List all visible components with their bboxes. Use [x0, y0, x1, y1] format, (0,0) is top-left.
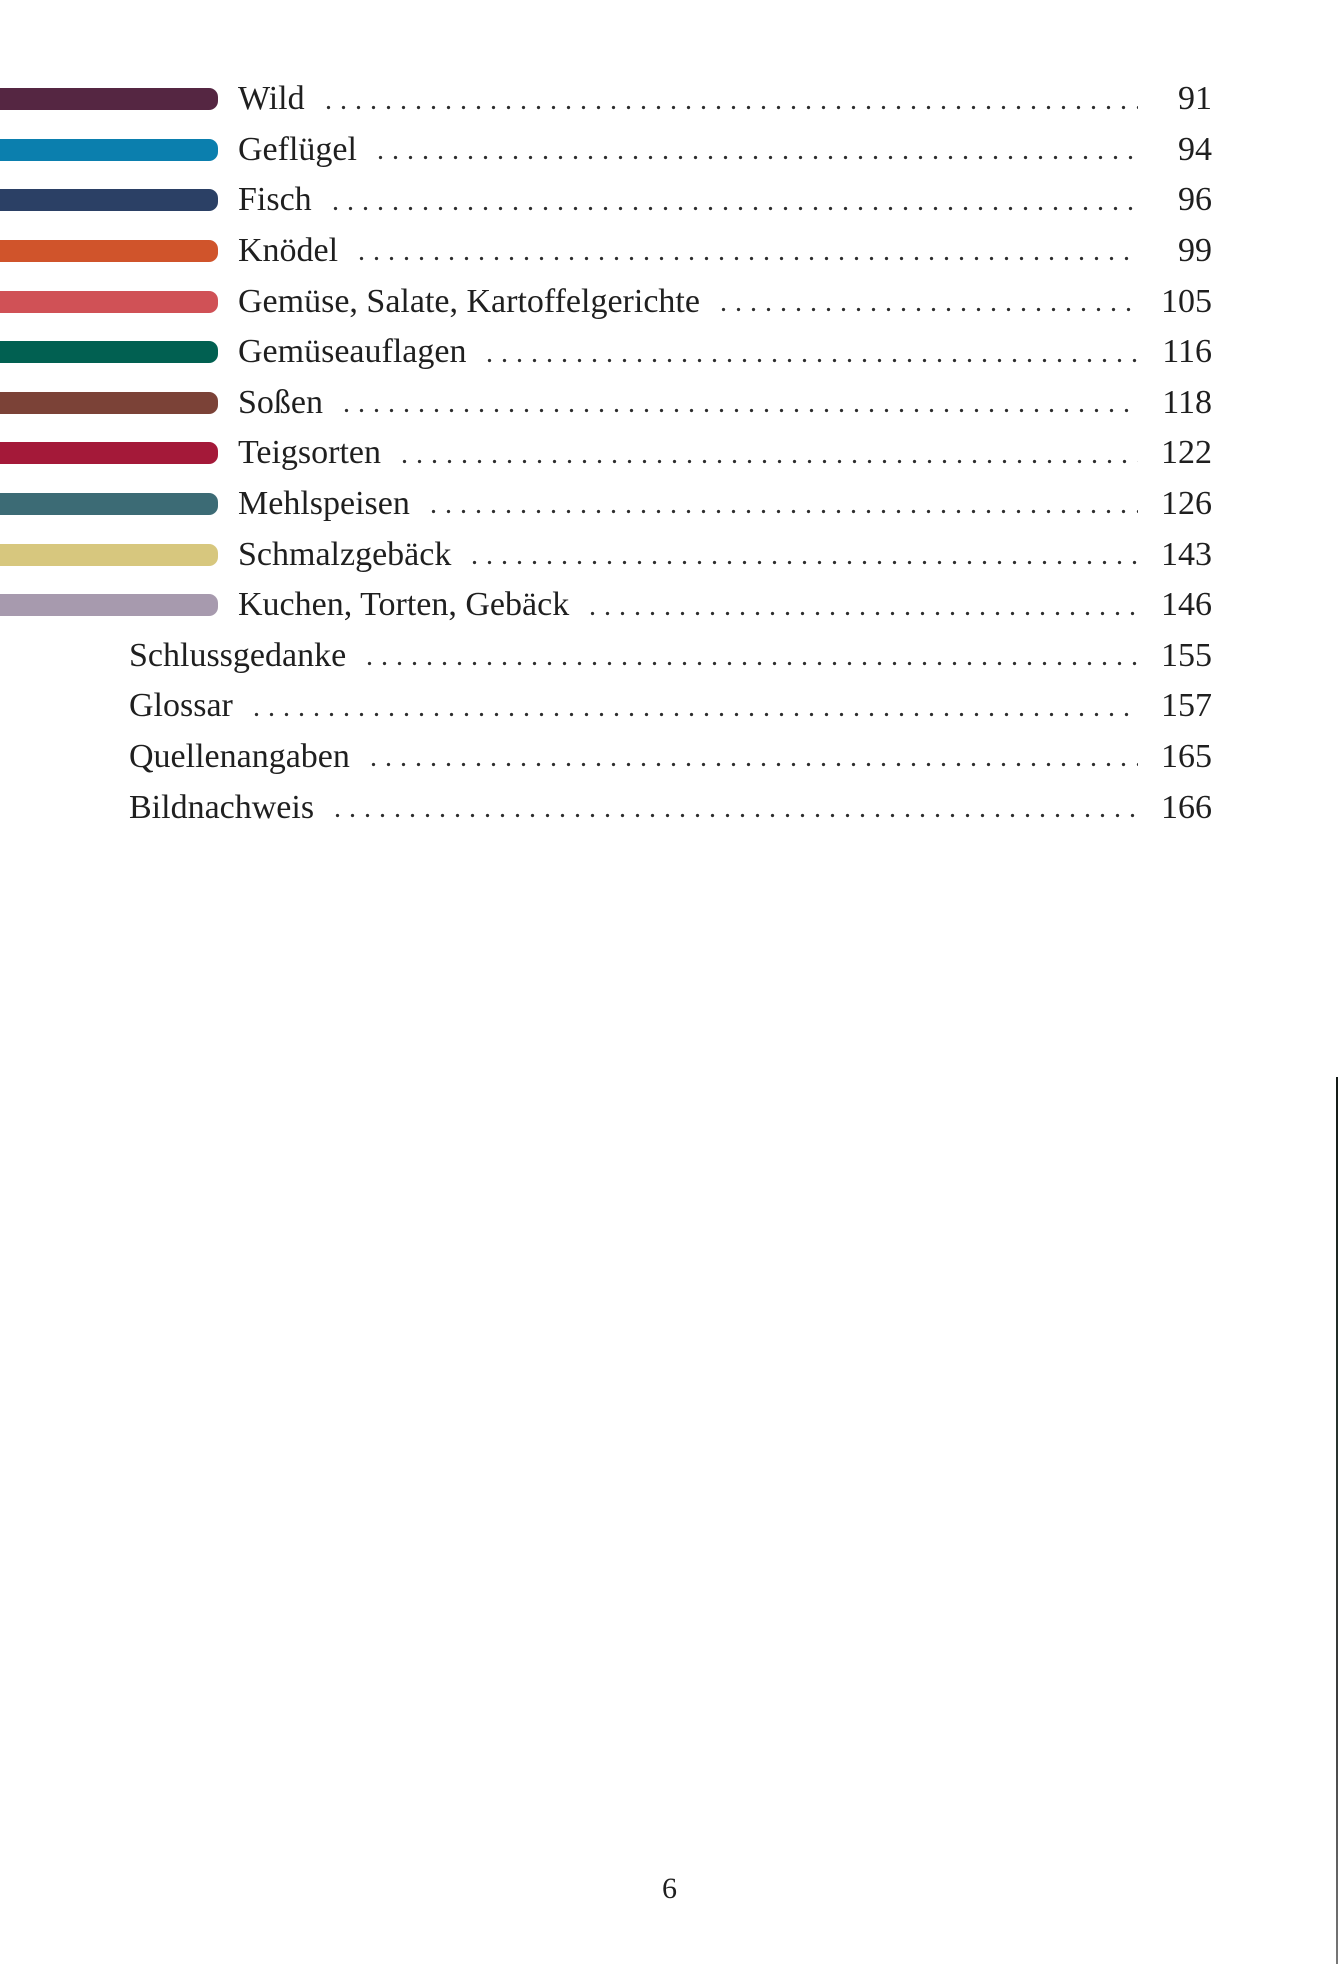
chapter-title: Fisch [238, 181, 312, 219]
chapter-color-bar [0, 88, 218, 110]
toc-row [0, 529, 1339, 580]
chapter-color-bar [0, 442, 218, 464]
toc-row [0, 681, 1339, 732]
dot-leader [585, 580, 1138, 631]
toc-row [0, 125, 1339, 176]
dot-leader [366, 732, 1138, 783]
dot-leader [321, 74, 1138, 125]
chapter-color-bar [0, 139, 218, 161]
chapter-color-bar [0, 392, 218, 414]
footer-page-number: 6 [662, 1872, 677, 1905]
toc-row [0, 732, 1339, 783]
chapter-page-number: 157 [1161, 687, 1212, 725]
chapter-color-bar [0, 240, 218, 262]
chapter-title: Gemüse, Salate, Kartoffelgerichte [238, 282, 700, 320]
chapter-title: Kuchen, Torten, Gebäck [238, 586, 570, 624]
chapter-color-bar [0, 341, 218, 363]
dot-leader [397, 428, 1138, 479]
chapter-title: Geflügel [238, 130, 357, 168]
dot-leader [426, 479, 1138, 530]
dot-leader [362, 631, 1138, 682]
toc-row [0, 782, 1339, 833]
chapter-page-number: 122 [1161, 434, 1212, 472]
chapter-page-number: 146 [1161, 586, 1212, 624]
toc-row [0, 276, 1339, 327]
dot-leader [328, 175, 1138, 226]
chapter-title: Gemüseauflagen [238, 333, 467, 371]
toc-row [0, 580, 1339, 631]
chapter-page-number: 91 [1178, 80, 1212, 118]
toc-row [0, 428, 1339, 479]
toc-row [0, 378, 1339, 429]
chapter-title: Wild [238, 80, 305, 118]
toc-row [0, 479, 1339, 530]
chapter-page-number: 99 [1178, 232, 1212, 270]
dot-leader [330, 782, 1138, 833]
toc-row [0, 74, 1339, 125]
chapter-page-number: 105 [1161, 282, 1212, 320]
chapter-title: Bildnachweis [129, 788, 315, 826]
toc-list [0, 74, 1339, 833]
chapter-page-number: 116 [1162, 333, 1212, 371]
chapter-color-bar [0, 594, 218, 616]
toc-row [0, 631, 1339, 682]
chapter-page-number: 126 [1161, 485, 1212, 523]
chapter-title: Glossar [129, 687, 233, 725]
chapter-title: Mehlspeisen [238, 485, 410, 523]
dot-leader [339, 378, 1138, 429]
dot-leader [249, 681, 1138, 732]
chapter-page-number: 118 [1162, 383, 1212, 421]
chapter-color-bar [0, 291, 218, 313]
chapter-title: Teigsorten [238, 434, 382, 472]
dot-leader [354, 226, 1138, 277]
chapter-page-number: 143 [1161, 535, 1212, 573]
page-edge-line [1336, 1077, 1338, 1964]
dot-leader [482, 327, 1138, 378]
chapter-title: Schmalzgebäck [238, 535, 452, 573]
chapter-title: Knödel [238, 232, 339, 270]
chapter-page-number: 94 [1178, 130, 1212, 168]
dot-leader [467, 529, 1138, 580]
chapter-page-number: 96 [1178, 181, 1212, 219]
dot-leader [373, 125, 1138, 176]
chapter-title: Quellenangaben [129, 738, 350, 776]
chapter-page-number: 166 [1161, 788, 1212, 826]
chapter-page-number: 165 [1161, 738, 1212, 776]
chapter-page-number: 155 [1161, 636, 1212, 674]
chapter-color-bar [0, 544, 218, 566]
chapter-color-bar [0, 493, 218, 515]
toc-row [0, 226, 1339, 277]
toc-row [0, 327, 1339, 378]
dot-leader [716, 276, 1138, 327]
chapter-color-bar [0, 189, 218, 211]
chapter-title: Schlussgedanke [129, 636, 347, 674]
chapter-title: Soßen [238, 383, 323, 421]
toc-row [0, 175, 1339, 226]
